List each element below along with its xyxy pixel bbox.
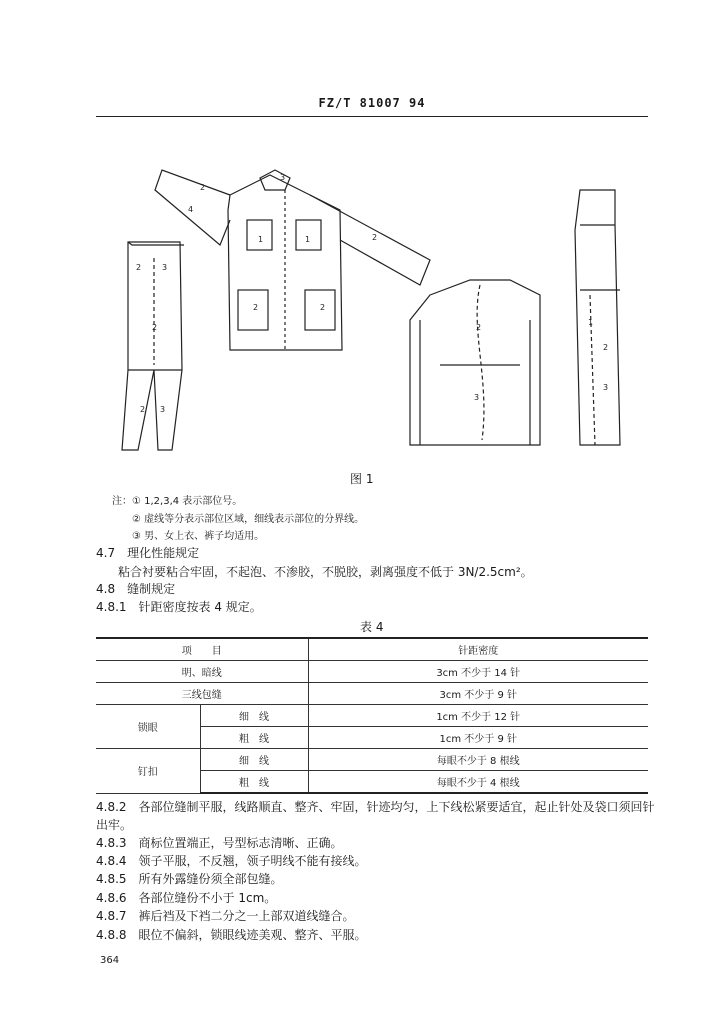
table-row (96, 661, 648, 683)
svg-text:2: 2 (603, 343, 609, 352)
table-cell: 每眼不少于 4 根线 (308, 771, 648, 794)
clause-text: 4.8.3 商标位置端正，号型标志清晰、正确。 (96, 836, 343, 850)
table-title: 表 4 (360, 620, 384, 634)
svg-text:2: 2 (253, 303, 259, 312)
standard-header: FZ/T 81007 94 (318, 96, 426, 110)
svg-text:3: 3 (162, 263, 168, 272)
page-number: 364 (100, 955, 120, 966)
svg-text:3: 3 (160, 405, 166, 414)
table-cell: 3cm 不少于 9 针 (308, 683, 648, 705)
trousers-side-drawing (575, 190, 620, 445)
svg-text:2: 2 (372, 233, 378, 242)
section-title: 4.8 缝制规定 (96, 582, 176, 596)
table-header-row (96, 638, 648, 661)
table-cell: 细 线 (200, 749, 308, 771)
table-cell: 1cm 不少于 12 针 (308, 705, 648, 727)
trousers-front-drawing (122, 242, 182, 450)
svg-text:2: 2 (320, 303, 326, 312)
svg-text:1: 1 (588, 318, 594, 327)
table-cell: 粗 线 (200, 771, 308, 794)
garment-figure (110, 150, 650, 460)
table-cell: 明、暗线 (96, 661, 308, 683)
figure-caption: 图 1 (350, 472, 374, 486)
clause-text: 4.8.8 眼位不偏斜，锁眼线迹美观、整齐、平服。 (96, 928, 367, 942)
svg-text:3: 3 (603, 383, 609, 392)
svg-text:2: 2 (152, 323, 158, 332)
section-clause: 4.8.1 针距密度按表 4 规定。 (96, 600, 262, 614)
table-cell: 粗 线 (200, 727, 308, 749)
figure-note: ③ 男、女上衣、裤子均适用。 (132, 531, 265, 542)
garment-diagram (110, 150, 650, 460)
clause-text: 4.8.2 各部位缝制平服，线路顺直、整齐、牢固，针迹均匀，上下线松紧要适宜，起止针处及袋口须回针 (96, 800, 655, 814)
table-cell: 三线包缝 (96, 683, 308, 705)
figure-note: ② 虚线等分表示部位区域，细线表示部位的分界线。 (132, 514, 365, 525)
table-cell: 每眼不少于 8 根线 (308, 749, 648, 771)
table-group-label: 锁眼 (96, 705, 200, 749)
table-group-label: 钉扣 (96, 749, 200, 794)
table-header-cell: 针距密度 (308, 638, 648, 661)
svg-text:2: 2 (140, 405, 146, 414)
svg-text:2: 2 (136, 263, 142, 272)
clause-text: 4.8.7 裤后裆及下裆二分之一上部双道线缝合。 (96, 909, 355, 923)
svg-text:1: 1 (305, 235, 311, 244)
svg-text:4: 4 (188, 205, 194, 214)
svg-text:3: 3 (474, 393, 480, 402)
section-text: 粘合衬要粘合牢固，不起泡、不渗胶，不脱胶，剥离强度不低于 3N/2.5cm²。 (118, 565, 533, 579)
figure-note: 注：① 1,2,3,4 表示部位号。 (112, 496, 243, 507)
table-row (96, 705, 648, 727)
clause-text: 4.8.6 各部位缝份不小于 1cm。 (96, 891, 277, 905)
header-rule (96, 116, 648, 117)
jacket-back-drawing (410, 280, 540, 445)
clause-text: 4.8.5 所有外露缝份须全部包缝。 (96, 872, 283, 886)
svg-text:2: 2 (476, 323, 482, 332)
stitch-density-table (96, 637, 648, 794)
table-row (96, 683, 648, 705)
clause-text: 出牢。 (96, 818, 133, 832)
table-row (96, 749, 648, 771)
table-header-cell: 项 目 (96, 638, 308, 661)
clause-text: 4.8.4 领子平服，不反翘，领子明线不能有接线。 (96, 854, 367, 868)
svg-text:1: 1 (258, 235, 264, 244)
svg-text:3: 3 (280, 173, 286, 182)
table-cell: 1cm 不少于 9 针 (308, 727, 648, 749)
section-title: 4.7 理化性能规定 (96, 546, 200, 560)
table-cell: 3cm 不少于 14 针 (308, 661, 648, 683)
svg-text:2: 2 (200, 183, 206, 192)
table-cell: 细 线 (200, 705, 308, 727)
